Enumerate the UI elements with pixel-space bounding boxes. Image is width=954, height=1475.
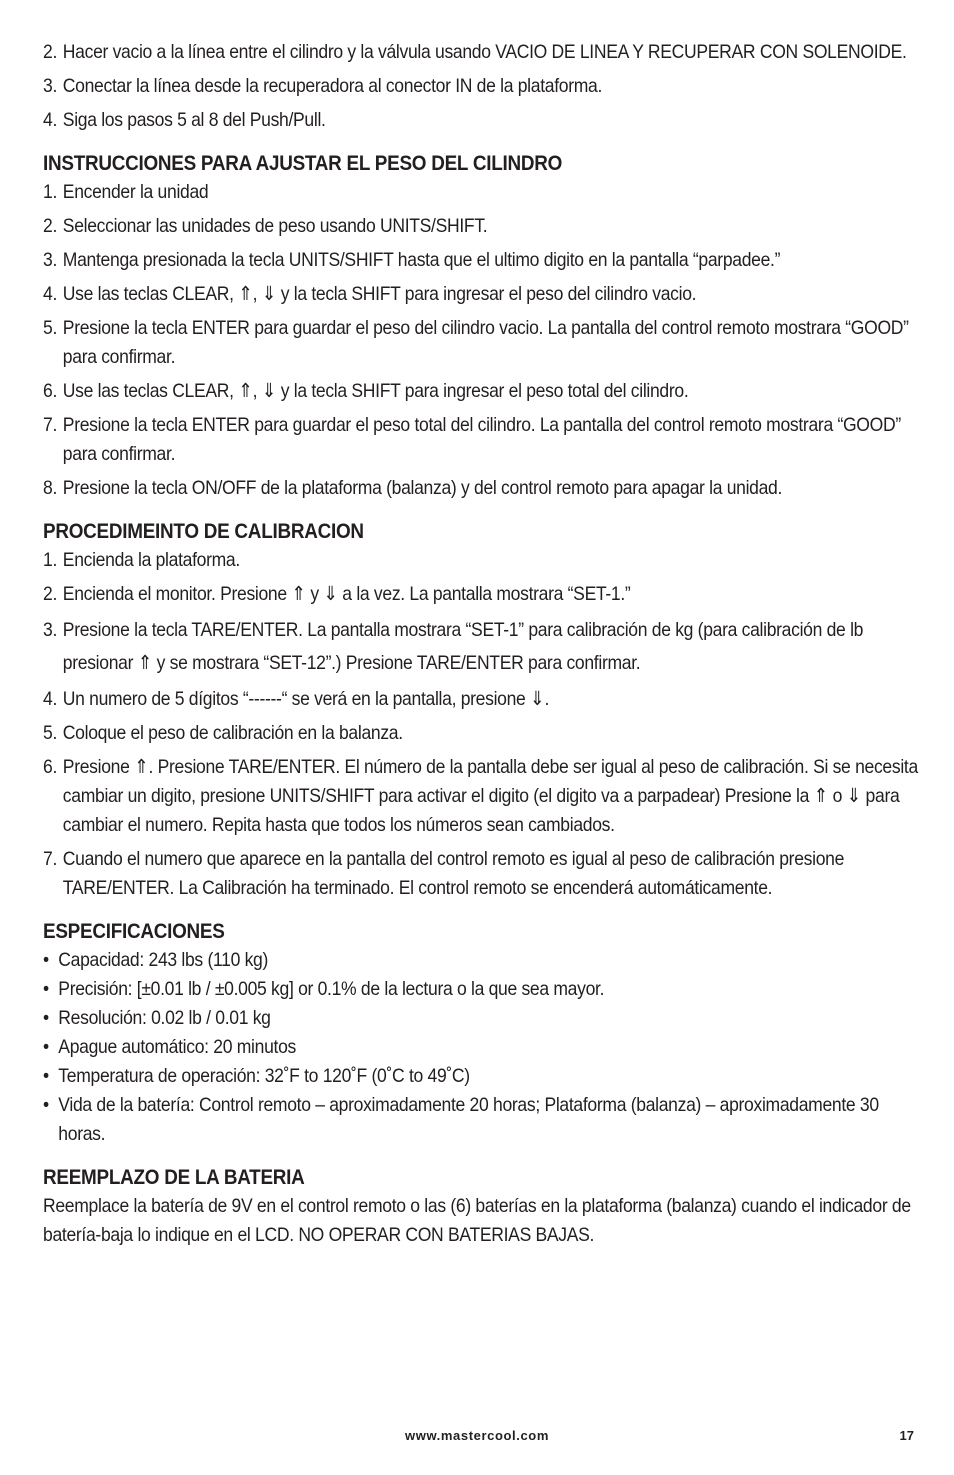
list-item — [43, 246, 934, 275]
item-text: Hacer vacio a la línea entre el cilindro y la válvula usando VACIO DE LINEA Y RECUPERAR CON SOLENOIDE. — [62, 41, 907, 63]
list-item — [43, 1033, 929, 1062]
page-number: 17 — [899, 1428, 914, 1443]
weight-instructions-list — [43, 178, 915, 503]
item-text: Presione la tecla ENTER para guardar el peso del cilindro vacio. La pantalla del control remoto mostrara “GOOD” para confirmar. — [62, 317, 909, 368]
item-number: 7. — [43, 414, 58, 436]
list-item — [43, 719, 934, 748]
specs-list — [43, 946, 915, 1149]
item-number: 3. — [43, 75, 58, 97]
document-page — [43, 38, 918, 1250]
list-item — [43, 377, 934, 406]
bullet-icon: • — [43, 949, 49, 971]
item-number: 2. — [43, 215, 58, 237]
list-item — [43, 411, 934, 469]
section-heading-battery: REEMPLAZO DE LA BATERIA — [43, 1166, 305, 1189]
item-number: 5. — [43, 722, 58, 744]
item-text: Coloque el peso de calibración en la balanza. — [62, 722, 403, 744]
list-item — [43, 753, 934, 840]
list-item — [43, 685, 934, 714]
list-item — [43, 975, 929, 1004]
item-text: Vida de la batería: Control remoto – aproximadamente 20 horas; Plataforma (balanza) – aproximadamente 30 horas. — [58, 1094, 879, 1145]
list-item — [43, 946, 929, 975]
list-item — [43, 314, 934, 372]
item-text: Un numero de 5 dígitos “------“ se verá en la pantalla, presione ⇓. — [62, 688, 550, 710]
calibration-list — [43, 546, 918, 903]
item-number: 8. — [43, 477, 58, 499]
bullet-icon: • — [43, 1065, 49, 1087]
item-text: Apague automático: 20 minutos — [58, 1036, 296, 1058]
list-item — [43, 580, 934, 609]
item-number: 6. — [43, 380, 58, 402]
item-number: 4. — [43, 109, 58, 131]
item-text: Presione ⇑. Presione TARE/ENTER. El número de la pantalla debe ser igual al peso de calibración. Si se necesita cambiar un digito, presione UNITS/SHIFT para activar el digito (el digito va a parpadear) Presione la ⇑ o ⇓ para cambiar el numero. Repita hasta que todos los números sean cambiados. — [62, 756, 918, 836]
item-text: Use las teclas CLEAR, ⇑, ⇓ y la tecla SHIFT para ingresar el peso del cilindro vacio. — [62, 283, 697, 305]
item-text: Encienda el monitor. Presione ⇑ y ⇓ a la vez. La pantalla mostrara “SET-1.” — [62, 583, 631, 605]
section-heading-calibration: PROCEDIMEINTO DE CALIBRACION — [43, 520, 364, 543]
item-number: 7. — [43, 848, 58, 870]
item-number: 2. — [43, 41, 58, 63]
item-number: 4. — [43, 688, 58, 710]
item-number: 4. — [43, 283, 58, 305]
item-number: 1. — [43, 181, 58, 203]
item-number: 2. — [43, 583, 58, 605]
section-heading-specs: ESPECIFICACIONES — [43, 920, 225, 943]
list-item — [43, 1004, 929, 1033]
item-text: Encienda la plataforma. — [62, 549, 240, 571]
list-item — [43, 280, 934, 309]
item-number: 6. — [43, 756, 58, 778]
bullet-icon: • — [43, 1007, 49, 1029]
bullet-icon: • — [43, 1094, 49, 1116]
item-text: Siga los pasos 5 al 8 del Push/Pull. — [62, 109, 326, 131]
item-text: Conectar la línea desde la recuperadora al conector IN de la plataforma. — [62, 75, 603, 97]
list-item — [43, 474, 934, 503]
item-number: 3. — [43, 249, 58, 271]
item-text: Presione la tecla TARE/ENTER. La pantalla mostrara “SET-1” para calibración de kg (para calibración de lb presionar ⇑ y se mostrara “SET-12”.) Presione TARE/ENTER para confirmar. — [62, 619, 864, 674]
list-item — [43, 614, 934, 680]
footer-url: www.mastercool.com — [405, 1428, 549, 1443]
item-text: Use las teclas CLEAR, ⇑, ⇓ y la tecla SHIFT para ingresar el peso total del cilindro. — [62, 380, 689, 402]
item-text: Capacidad: 243 lbs (110 kg) — [58, 949, 269, 971]
item-text: Temperatura de operación: 32˚F to 120˚F (0˚C to 49˚C) — [58, 1065, 470, 1087]
bullet-icon: • — [43, 1036, 49, 1058]
list-item — [43, 178, 934, 207]
list-item — [43, 546, 934, 575]
battery-paragraph: Reemplace la batería de 9V en el control remoto o las (6) baterías en la plataforma (balanza) cuando el indicador de batería-baja lo indique en el LCD. NO OPERAR CON BATERIAS BAJAS. — [43, 1195, 911, 1246]
item-text: Resolución: 0.02 lb / 0.01 kg — [58, 1007, 271, 1029]
item-text: Precisión: [±0.01 lb / ±0.005 kg] or 0.1% de la lectura o la que sea mayor. — [58, 978, 605, 1000]
item-number: 5. — [43, 317, 58, 339]
item-number: 1. — [43, 549, 58, 571]
item-text: Presione la tecla ON/OFF de la plataforma (balanza) y del control remoto para apagar la unidad. — [62, 477, 783, 499]
item-text: Encender la unidad — [62, 181, 209, 203]
list-item — [43, 38, 934, 67]
item-text: Seleccionar las unidades de peso usando UNITS/SHIFT. — [62, 215, 488, 237]
list-item — [43, 1062, 929, 1091]
section-heading-weight: INSTRUCCIONES PARA AJUSTAR EL PESO DEL CILINDRO — [43, 152, 563, 175]
bullet-icon: • — [43, 978, 49, 1000]
intro-list — [43, 38, 915, 135]
item-number: 3. — [43, 619, 58, 641]
list-item — [43, 845, 934, 903]
item-text: Mantenga presionada la tecla UNITS/SHIFT hasta que el ultimo digito en la pantalla “parpadee.” — [62, 249, 781, 271]
list-item — [43, 1091, 929, 1149]
list-item — [43, 212, 934, 241]
list-item — [43, 106, 934, 135]
item-text: Presione la tecla ENTER para guardar el peso total del cilindro. La pantalla del control remoto mostrara “GOOD” para confirmar. — [62, 414, 901, 465]
item-text: Cuando el numero que aparece en la pantalla del control remoto es igual al peso de calibración presione TARE/ENTER. La Calibración ha terminado. El control remoto se encenderá automáticamente. — [62, 848, 845, 899]
list-item — [43, 72, 934, 101]
